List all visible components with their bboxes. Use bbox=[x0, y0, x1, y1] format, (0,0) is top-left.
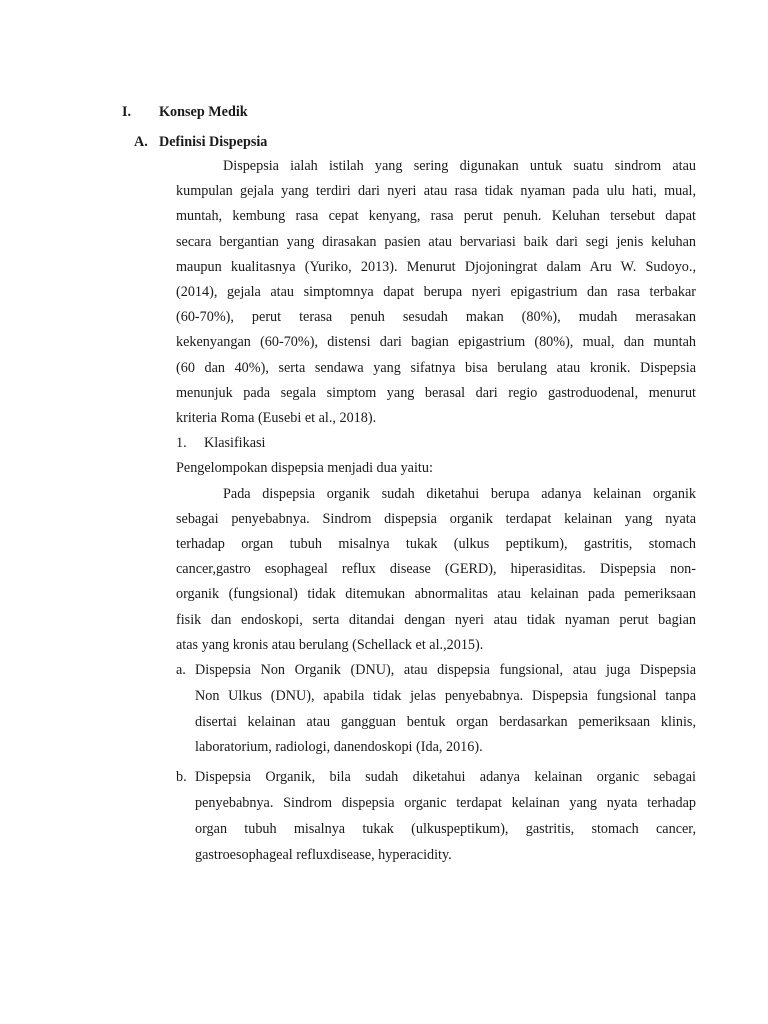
list-item-a-line: Dispepsia Non Organik (DNU), atau dispepsia fungsional, atau juga Dispepsia bbox=[195, 662, 696, 678]
klasifikasi-number: 1. bbox=[176, 435, 187, 451]
organik-line: atas yang kronis atau berulang (Schellack et al.,2015). bbox=[176, 637, 484, 653]
section-title: Konsep Medik bbox=[159, 104, 248, 120]
definition-line: muntah, kembung rasa cepat kenyang, rasa perut penuh. Keluhan tersebut dapat bbox=[176, 208, 696, 224]
klasifikasi-title: Klasifikasi bbox=[204, 435, 266, 451]
list-item-a-label: a. bbox=[176, 662, 186, 678]
section-number: I. bbox=[122, 104, 132, 120]
definition-line: maupun kualitasnya (Yuriko, 2013). Menurut Djojoningrat dalam Aru W. Sudoyo., bbox=[176, 259, 696, 275]
list-item-b-line: gastroesophageal refluxdisease, hyperacidity. bbox=[195, 847, 452, 863]
organik-line: cancer,gastro esophageal reflux disease (GERD), hiperasiditas. Dispepsia non- bbox=[176, 561, 696, 577]
klasifikasi-intro: Pengelompokan dispepsia menjadi dua yaitu: bbox=[176, 460, 433, 476]
subsection-label: A. bbox=[134, 134, 148, 150]
organik-line: terhadap organ tubuh misalnya tukak (ulkus peptikum), gastritis, stomach bbox=[176, 536, 696, 552]
organik-line: sebagai penyebabnya. Sindrom dispepsia organik terdapat kelainan yang nyata bbox=[176, 511, 696, 527]
organik-line: fisik dan endoskopi, serta ditandai dengan nyeri atau tidak nyaman perut bagian bbox=[176, 612, 696, 628]
list-item-b-line: organ tubuh misalnya tukak (ulkuspeptikum), gastritis, stomach cancer, bbox=[195, 821, 696, 837]
list-item-b-label: b. bbox=[176, 769, 187, 785]
organik-line: Pada dispepsia organik sudah diketahui berupa adanya kelainan organik bbox=[223, 486, 696, 502]
subsection-title: Definisi Dispepsia bbox=[159, 134, 268, 150]
definition-line: Dispepsia ialah istilah yang sering digunakan untuk suatu sindrom atau bbox=[223, 158, 696, 174]
list-item-b-line: Dispepsia Organik, bila sudah diketahui adanya kelainan organic sebagai bbox=[195, 769, 696, 785]
list-item-b-line: penyebabnya. Sindrom dispepsia organic terdapat kelainan yang nyata terhadap bbox=[195, 795, 696, 811]
definition-line: kumpulan gejala yang terdiri dari nyeri atau rasa tidak nyaman pada ulu hati, mual, bbox=[176, 183, 696, 199]
definition-line: (2014), gejala atau simptomnya dapat berupa nyeri epigastrium dan rasa terbakar bbox=[176, 284, 696, 300]
definition-line: (60-70%), perut terasa penuh sesudah makan (80%), mudah merasakan bbox=[176, 309, 696, 325]
organik-line: organik (fungsional) tidak ditemukan abnormalitas atau kelainan pada pemeriksaan bbox=[176, 586, 696, 602]
definition-line: menunjuk pada segala simptom yang berasal dari regio gastroduodenal, menurut bbox=[176, 385, 696, 401]
list-item-a-line: laboratorium, radiologi, danendoskopi (Ida, 2016). bbox=[195, 739, 483, 755]
definition-line: (60 dan 40%), serta sendawa yang sifatnya bisa berulang atau kronik. Dispepsia bbox=[176, 360, 696, 376]
definition-line: secara bergantian yang dirasakan pasien atau bervariasi baik dari segi jenis keluhan bbox=[176, 234, 696, 250]
list-item-a-line: Non Ulkus (DNU), apabila tidak jelas penyebabnya. Dispepsia fungsional tanpa bbox=[195, 688, 696, 704]
list-item-a-line: disertai kelainan atau gangguan bentuk organ berdasarkan pemeriksaan klinis, bbox=[195, 714, 696, 730]
definition-line: kriteria Roma (Eusebi et al., 2018). bbox=[176, 410, 377, 426]
definition-line: kekenyangan (60-70%), distensi dari bagian epigastrium (80%), mual, dan muntah bbox=[176, 334, 696, 350]
